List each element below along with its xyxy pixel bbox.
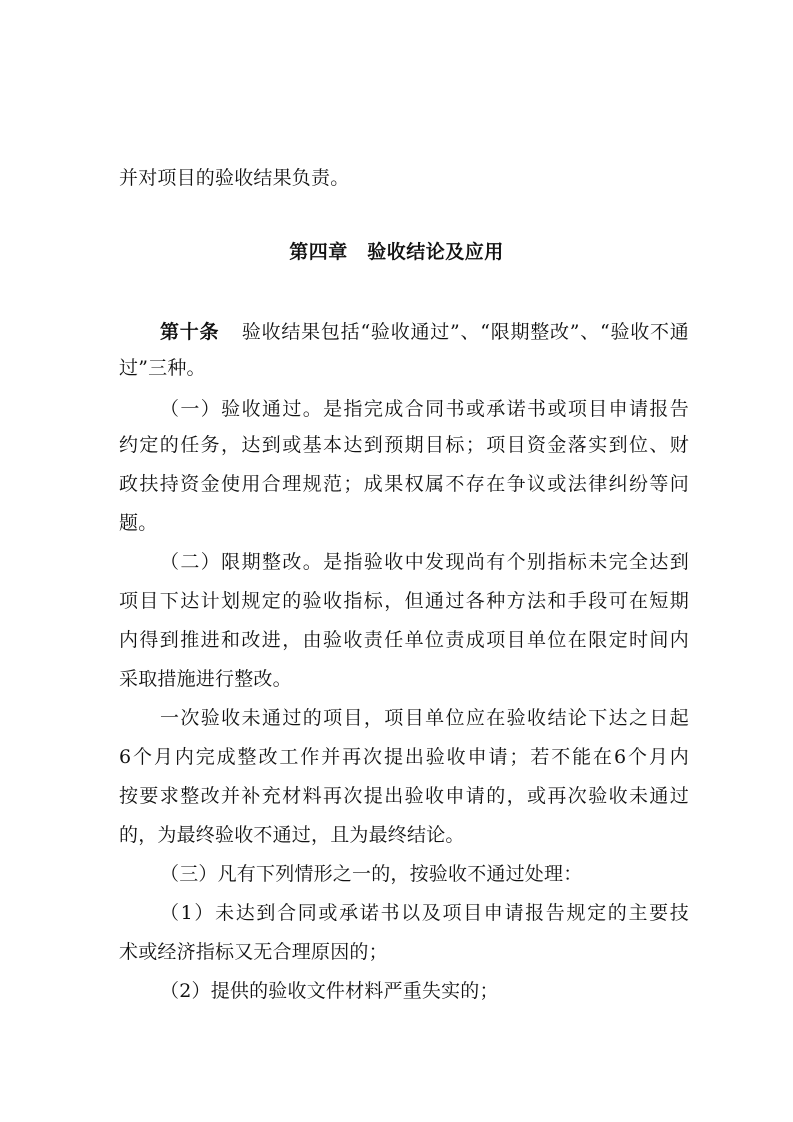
retry-line-2: 6个月内完成整改工作并再次提出验收申请；若不能在6个月内 [119,746,689,768]
item-1-line-2: 约定的任务，达到或基本达到预期目标；项目资金落实到位、财 [119,434,689,456]
sub-item-1-line-1: （1）未达到合同或承诺书以及项目申请报告规定的主要技 [160,902,689,924]
retry-line-4: 的，为最终验收不通过，且为最终结论。 [119,824,465,846]
item-2-line-1: （二）限期整改。是指验收中发现尚有个别指标未完全达到 [160,551,689,573]
item-3-line-1: （三）凡有下列情形之一的，按验收不通过处理： [160,863,583,885]
article-10-text-1: 验收结果包括“验收通过”、“限期整改”、“验收不通 [241,321,689,343]
sub-item-1-line-2: 术或经济指标又无合理原因的； [119,941,388,963]
chapter-heading: 第四章 验收结论及应用 [289,241,504,263]
item-2-line-4: 采取措施进行整改。 [119,668,292,690]
item-2-line-3: 内得到推进和改进，由验收责任单位责成项目单位在限定时间内 [119,629,689,651]
item-1-line-3: 政扶持资金使用合理规范；成果权属不存在争议或法律纠纷等问 [119,473,689,495]
item-1-line-4: 题。 [119,512,158,534]
retry-line-1: 一次验收未通过的项目，项目单位应在验收结论下达之日起 [160,707,689,729]
article-10-line-2: 过”三种。 [119,357,206,379]
sub-item-2-line-1: （2）提供的验收文件材料严重失实的； [160,980,499,1002]
item-2-line-2: 项目下达计划规定的验收指标，但通过各种方法和手段可在短期 [119,590,689,612]
continuation-line: 并对项目的验收结果负责。 [119,167,350,189]
article-label: 第十条 [160,321,220,343]
article-10-line-1 [160,320,689,344]
item-1-line-1: （一）验收通过。是指完成合同书或承诺书或项目申请报告 [160,398,689,420]
retry-line-3: 按要求整改并补充材料再次提出验收申请的，或再次验收未通过 [119,785,689,807]
